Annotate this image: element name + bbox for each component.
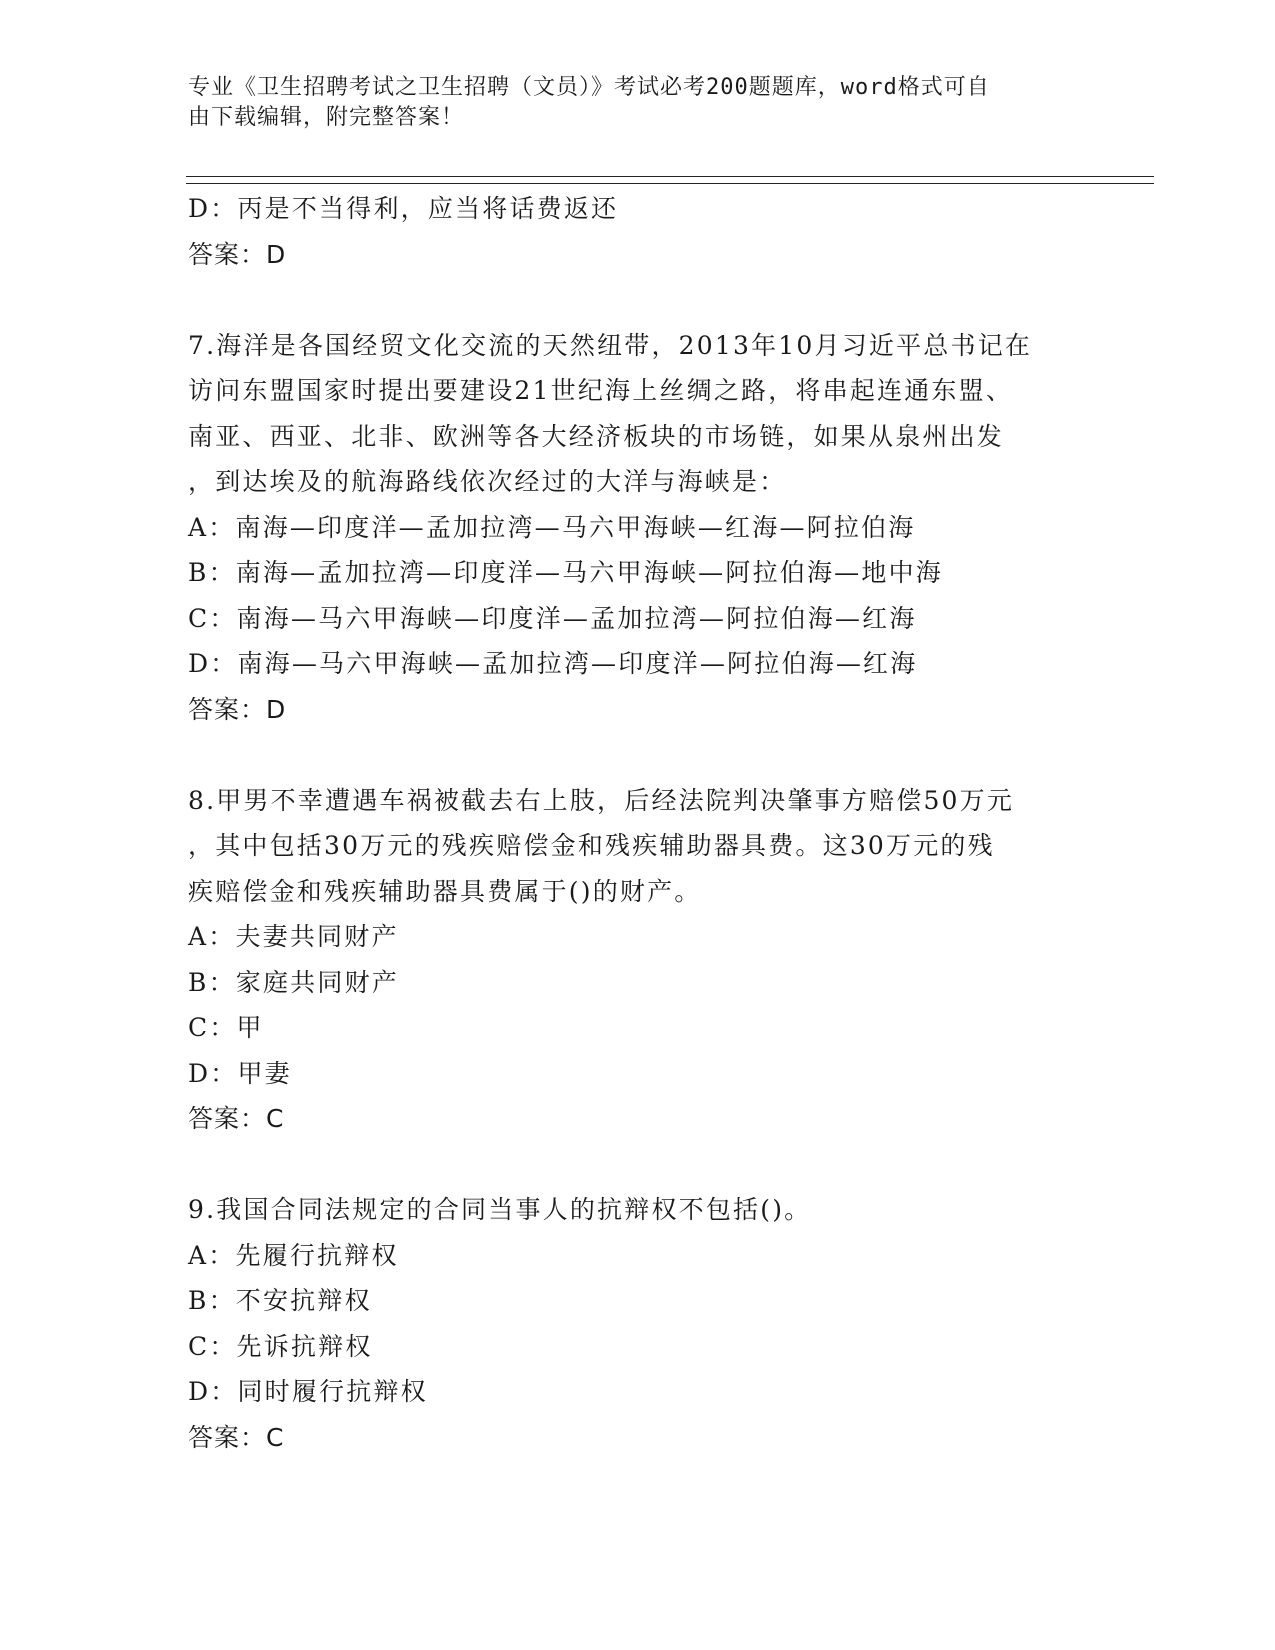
question-stem-line: ，到达埃及的航海路线依次经过的大洋与海峡是：: [188, 467, 787, 496]
option-b: B：家庭共同财产: [188, 967, 399, 997]
option-d: D：丙是不当得利，应当将话费返还: [188, 194, 619, 223]
option-c: C：甲: [188, 1013, 264, 1042]
option-b: B：不安抗辩权: [188, 1286, 372, 1315]
spacer: [188, 277, 1088, 323]
answer: 答案：D: [188, 694, 287, 724]
answer: 答案：C: [188, 1422, 285, 1452]
header-rule-bottom: [186, 183, 1154, 184]
question-8: [188, 778, 1088, 1142]
spacer: [188, 1142, 1088, 1188]
answer: 答案：D: [188, 239, 287, 269]
question-stem-line: 8.甲男不幸遭遇车祸被截去右上肢，后经法院判决肇事方赔偿50万元: [188, 785, 1015, 815]
answer: 答案：C: [188, 1104, 285, 1133]
option-a: A：夫妻共同财产: [188, 922, 399, 951]
option-a: A：先履行抗辩权: [188, 1240, 399, 1270]
option-c: C：先诉抗辩权: [188, 1331, 373, 1361]
header-rule-top: [186, 176, 1154, 177]
option-a: A：南海—印度洋—孟加拉湾—马六甲海峡—红海—阿拉伯海: [188, 512, 916, 542]
question-stem-line: 9.我国合同法规定的合同当事人的抗辩权不包括()。: [188, 1195, 812, 1224]
question-stem-line: 7.海洋是各国经贸文化交流的天然纽带，2013年10月习近平总书记在: [188, 330, 1033, 360]
document-header: [188, 73, 1068, 133]
option-c: C：南海—马六甲海峡—印度洋—孟加拉湾—阿拉伯海—红海: [188, 603, 917, 633]
option-d: D：甲妻: [188, 1058, 292, 1088]
question-stem-line: 疾赔偿金和残疾辅助器具费属于()的财产。: [188, 876, 702, 906]
question-list: [188, 186, 1088, 1460]
question-stem-line: ，其中包括30万元的残疾赔偿金和残疾辅助器具费。这30万元的残: [188, 831, 995, 860]
header-line-2: 由下载编辑，附完整答案！: [188, 105, 465, 130]
option-d: D：南海—马六甲海峡—孟加拉湾—印度洋—阿拉伯海—红海: [188, 649, 918, 678]
question-stem-line: 访问东盟国家时提出要建设21世纪海上丝绸之路，将串起连通东盟、: [188, 376, 1014, 405]
spacer: [188, 732, 1088, 778]
option-b: B：南海—孟加拉湾—印度洋—马六甲海峡—阿拉伯海—地中海: [188, 558, 943, 587]
header-line-1: 专业《卫生招聘考试之卫生招聘（文员）》考试必考200题题库，word格式可自: [188, 75, 990, 100]
question-7: [188, 323, 1088, 733]
question-9: [188, 1187, 1088, 1460]
question-stem-line: 南亚、西亚、北非、欧洲等各大经济板块的市场链，如果从泉州出发: [188, 421, 1005, 451]
option-d: D：同时履行抗辩权: [188, 1377, 428, 1406]
